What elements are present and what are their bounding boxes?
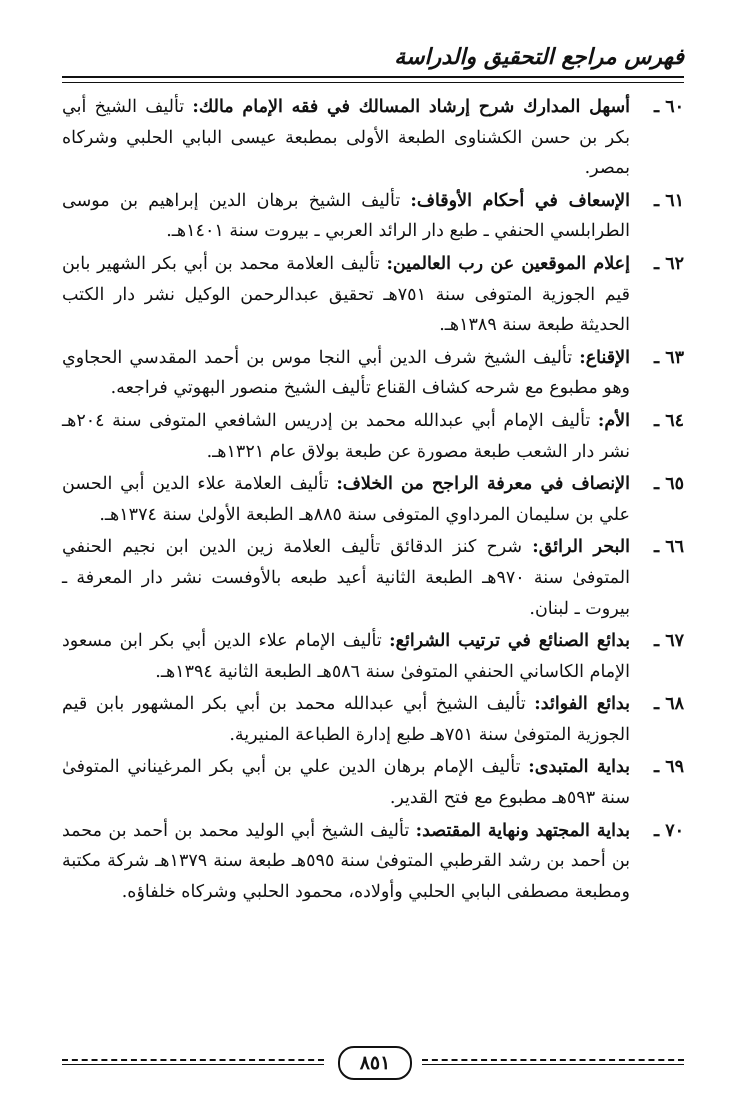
entry-66 <box>62 532 684 624</box>
entry-number: ٦٠ ـ <box>653 97 684 117</box>
entry-number: ٦٢ ـ <box>653 253 684 274</box>
entry-61 <box>62 186 684 247</box>
entry-63 <box>62 343 684 404</box>
entry-number: ٦٨ ـ <box>653 694 684 715</box>
header-rule <box>62 76 684 78</box>
entry-number: ٦١ ـ <box>653 190 684 211</box>
entry-65 <box>62 469 684 530</box>
footer-rule-right <box>422 1064 684 1065</box>
entry-number: ٦٤ ـ <box>653 410 684 431</box>
entry-description: تأليف الشيخ أبي بكر بن حسن الكشناوى الطبعة الأولى بمطبعة عيسى البابي الحلبي وشركاه بمصر. <box>62 97 630 179</box>
entry-70 <box>62 816 684 908</box>
entry-description: تأليف الإمام علاء الدين أبي بكر ابن مسعود الإمام الكاساني الحنفي المتوفىٰ سنة ٥٨٦هـ الطبعة الثانية ١٣٩٤هـ. <box>62 631 630 682</box>
footer-dashed-rule-left <box>62 1059 324 1061</box>
page-number: ٨٥١ <box>338 1046 412 1080</box>
entry-number: ٦٧ ـ <box>653 631 684 652</box>
entry-title: الإقناع: <box>579 347 630 368</box>
entry-number: ٦٥ ـ <box>653 474 684 495</box>
entry-62 <box>62 249 684 341</box>
entry-number: ٦٣ ـ <box>653 347 684 368</box>
footer-dashed-rule-right <box>422 1059 684 1061</box>
entry-description: تأليف الإمام أبي عبدالله محمد بن إدريس الشافعي المتوفى سنة ٢٠٤هـ نشر دار الشعب طبعة مصورة عن طبعة بولاق عام ١٣٢١هـ. <box>62 410 630 462</box>
entry-title: إعلام الموقعين عن رب العالمين: <box>386 253 630 274</box>
entry-60 <box>62 92 684 184</box>
entry-title: بدائع الفوائد: <box>534 694 630 715</box>
entry-description: شرح كنز الدقائق تأليف العلامة زين الدين ابن نجيم الحنفي المتوفىٰ سنة ٩٧٠هـ الطبعة الثانية أعيد طبعه بالأوفست نشر دار المعرفة ـ بيروت ـ لبنان. <box>62 537 630 619</box>
entry-title: الأم: <box>597 410 630 431</box>
entry-description: تأليف الشيخ برهان الدين إبراهيم بن موسى الطرابلسي الحنفي ـ طبع دار الرائد العربي ـ بيروت سنة ١٤٠١هـ. <box>62 190 630 242</box>
entry-list <box>62 92 684 909</box>
footer-rule-left <box>62 1064 324 1065</box>
entry-67 <box>62 626 684 687</box>
entry-68 <box>62 689 684 750</box>
entry-title: بدائع الصنائع في ترتيب الشرائع: <box>389 631 631 652</box>
page-footer <box>62 1040 684 1084</box>
entry-number: ٦٦ ـ <box>653 537 684 558</box>
entry-description: تأليف الشيخ أبي الوليد محمد بن أحمد بن محمد بن أحمد بن رشد القرطبي المتوفىٰ سنة ٥٩٥هـ طبعة سنة ١٣٧٩هـ شركة مكتبة ومطبعة مصطفى البابي الحلبي وأولاده، محمود الحلبي وشركاه خلفاؤه. <box>62 820 631 902</box>
entry-title: بداية المجتهد ونهاية المقتصد: <box>415 820 630 841</box>
entry-description: تأليف الشيخ أبي عبدالله محمد بن أبي بكر المشهور بابن قيم الجوزية المتوفىٰ سنة ٧٥١هـ طبع إدارة الطباعة المنيرية. <box>62 694 630 745</box>
entry-title: أسهل المدارك شرح إرشاد المسالك في فقه الإمام مالك: <box>192 97 630 117</box>
entry-title: بداية المتبدى: <box>528 757 631 778</box>
entry-description: تأليف العلامة علاء الدين أبي الحسن علي بن سليمان المرداوي المتوفى سنة ٨٨٥هـ الطبعة الأولىٰ سنة ١٣٧٤هـ. <box>62 474 630 525</box>
entry-title: الإسعاف في أحكام الأوقاف: <box>410 190 630 211</box>
entry-title: البحر الرائق: <box>532 537 630 558</box>
header-title: فهرس مراجع التحقيق والدراسة <box>394 44 684 70</box>
entry-description: تأليف الإمام برهان الدين علي بن أبي بكر المرغيناني المتوفىٰ سنة ٥٩٣هـ مطبوع مع فتح القدير. <box>62 757 630 809</box>
entry-number: ٧٠ ـ <box>653 820 684 841</box>
entry-64 <box>62 406 684 467</box>
page-header <box>62 42 684 78</box>
entry-title: الإنصاف في معرفة الراجح من الخلاف: <box>336 474 630 495</box>
entry-number: ٦٩ ـ <box>653 757 684 778</box>
entry-69 <box>62 752 684 813</box>
entry-description: تأليف العلامة محمد بن أبي بكر الشهير بابن قيم الجوزية المتوفى سنة ٧٥١هـ تحقيق عبدالرحمن الوكيل نشر دار الكتب الحديثة طبعة سنة ١٣٨٩هـ. <box>62 253 630 336</box>
header-rule-thin <box>62 82 684 83</box>
entry-description: تأليف الشيخ شرف الدين أبي النجا موس بن أحمد المقدسي الحجاوي وهو مطبوع مع شرحه كشاف القناع تأليف الشيخ منصور البهوتي فراجعه. <box>62 347 630 399</box>
